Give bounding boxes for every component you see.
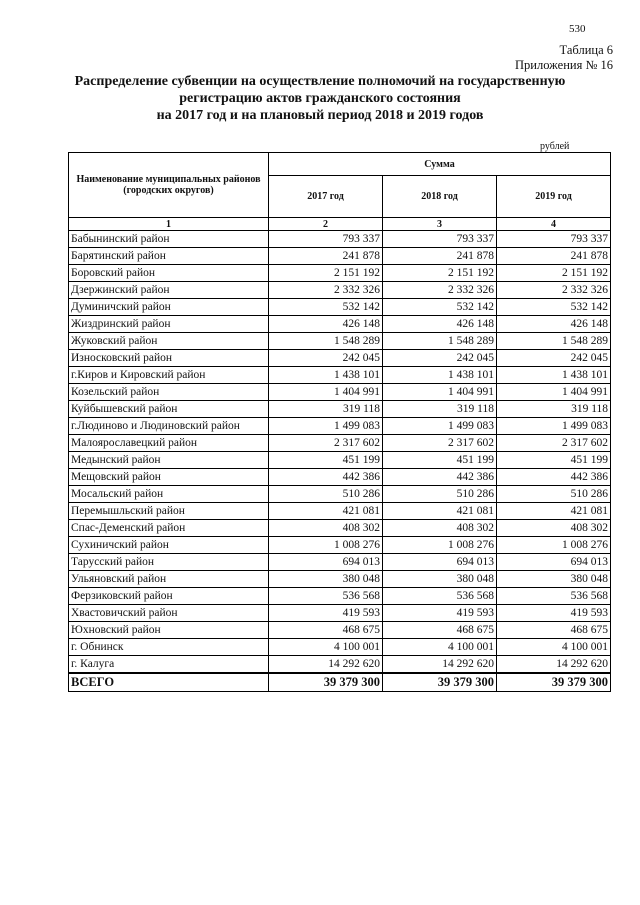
header-year-2018: 2018 год bbox=[383, 176, 497, 218]
district-name: Бабынинский район bbox=[69, 231, 269, 248]
district-name: Медынский район bbox=[69, 452, 269, 469]
column-number: 1 bbox=[69, 218, 269, 231]
value-2019: 536 568 bbox=[497, 588, 611, 605]
header-name: Наименование муниципальных районов (городских округов) bbox=[69, 153, 269, 218]
table-row bbox=[69, 588, 611, 605]
value-2017: 468 675 bbox=[269, 622, 383, 639]
table-row bbox=[69, 265, 611, 282]
value-2019: 419 593 bbox=[497, 605, 611, 622]
table-row bbox=[69, 486, 611, 503]
table-row bbox=[69, 316, 611, 333]
value-2018: 319 118 bbox=[383, 401, 497, 418]
total-row bbox=[69, 673, 611, 692]
table-row bbox=[69, 537, 611, 554]
district-name: Мещовский район bbox=[69, 469, 269, 486]
value-2017: 408 302 bbox=[269, 520, 383, 537]
column-number-row bbox=[69, 218, 611, 231]
value-2019: 793 337 bbox=[497, 231, 611, 248]
table-label: Таблица 6 bbox=[559, 43, 613, 57]
value-2019: 241 878 bbox=[497, 248, 611, 265]
value-2018: 2 151 192 bbox=[383, 265, 497, 282]
value-2018: 1 404 991 bbox=[383, 384, 497, 401]
value-2017: 421 081 bbox=[269, 503, 383, 520]
value-2017: 319 118 bbox=[269, 401, 383, 418]
table-row bbox=[69, 639, 611, 656]
value-2018: 419 593 bbox=[383, 605, 497, 622]
column-number: 3 bbox=[383, 218, 497, 231]
district-name: г. Калуга bbox=[69, 656, 269, 674]
appendix-reference bbox=[493, 43, 613, 73]
value-2019: 380 048 bbox=[497, 571, 611, 588]
table-row bbox=[69, 605, 611, 622]
total-label: ВСЕГО bbox=[69, 673, 269, 692]
district-name: Перемышльский район bbox=[69, 503, 269, 520]
value-2019: 2 317 602 bbox=[497, 435, 611, 452]
appendix-label: Приложения № 16 bbox=[515, 58, 613, 72]
table-row bbox=[69, 656, 611, 674]
value-2019: 451 199 bbox=[497, 452, 611, 469]
header-sum: Сумма bbox=[269, 153, 611, 176]
district-name: Ульяновский район bbox=[69, 571, 269, 588]
district-name: Тарусский район bbox=[69, 554, 269, 571]
value-2017: 1 548 289 bbox=[269, 333, 383, 350]
table-row bbox=[69, 622, 611, 639]
column-number: 2 bbox=[269, 218, 383, 231]
value-2017: 426 148 bbox=[269, 316, 383, 333]
value-2018: 2 317 602 bbox=[383, 435, 497, 452]
table-row bbox=[69, 452, 611, 469]
district-name: Жиздринский район bbox=[69, 316, 269, 333]
page-number: 530 bbox=[569, 23, 586, 35]
table-row bbox=[69, 384, 611, 401]
value-2018: 426 148 bbox=[383, 316, 497, 333]
district-name: г. Обнинск bbox=[69, 639, 269, 656]
table-row bbox=[69, 435, 611, 452]
value-2018: 242 045 bbox=[383, 350, 497, 367]
district-name: Думиничский район bbox=[69, 299, 269, 316]
value-2017: 242 045 bbox=[269, 350, 383, 367]
total-2019: 39 379 300 bbox=[497, 673, 611, 692]
district-name: Малоярославецкий район bbox=[69, 435, 269, 452]
district-name: Дзержинский район bbox=[69, 282, 269, 299]
header-year-2019: 2019 год bbox=[497, 176, 611, 218]
value-2019: 442 386 bbox=[497, 469, 611, 486]
value-2017: 1 404 991 bbox=[269, 384, 383, 401]
value-2019: 1 499 083 bbox=[497, 418, 611, 435]
table-row bbox=[69, 367, 611, 384]
total-2018: 39 379 300 bbox=[383, 673, 497, 692]
value-2018: 1 008 276 bbox=[383, 537, 497, 554]
table-row bbox=[69, 231, 611, 248]
district-name: Боровский район bbox=[69, 265, 269, 282]
value-2019: 421 081 bbox=[497, 503, 611, 520]
table-row bbox=[69, 469, 611, 486]
title-line-2: регистрацию актов гражданского состояния bbox=[179, 91, 461, 106]
table-row bbox=[69, 299, 611, 316]
value-2017: 532 142 bbox=[269, 299, 383, 316]
value-2018: 442 386 bbox=[383, 469, 497, 486]
value-2018: 14 292 620 bbox=[383, 656, 497, 674]
district-name: Барятинский район bbox=[69, 248, 269, 265]
units-label: рублей bbox=[540, 141, 570, 152]
value-2018: 532 142 bbox=[383, 299, 497, 316]
district-name: Юхновский район bbox=[69, 622, 269, 639]
value-2017: 380 048 bbox=[269, 571, 383, 588]
district-name: Жуковский район bbox=[69, 333, 269, 350]
district-name: Сухиничский район bbox=[69, 537, 269, 554]
value-2018: 1 548 289 bbox=[383, 333, 497, 350]
table-row bbox=[69, 282, 611, 299]
value-2017: 4 100 001 bbox=[269, 639, 383, 656]
value-2017: 2 151 192 bbox=[269, 265, 383, 282]
table-row bbox=[69, 333, 611, 350]
value-2018: 468 675 bbox=[383, 622, 497, 639]
value-2017: 694 013 bbox=[269, 554, 383, 571]
total-2017: 39 379 300 bbox=[269, 673, 383, 692]
district-name: г.Людиново и Людиновский район bbox=[69, 418, 269, 435]
value-2018: 793 337 bbox=[383, 231, 497, 248]
table-row bbox=[69, 520, 611, 537]
value-2019: 1 008 276 bbox=[497, 537, 611, 554]
value-2018: 408 302 bbox=[383, 520, 497, 537]
value-2018: 4 100 001 bbox=[383, 639, 497, 656]
value-2018: 694 013 bbox=[383, 554, 497, 571]
value-2017: 2 317 602 bbox=[269, 435, 383, 452]
title-line-3: на 2017 год и на плановый период 2018 и 2019 годов bbox=[156, 108, 484, 123]
value-2017: 1 438 101 bbox=[269, 367, 383, 384]
table-row bbox=[69, 554, 611, 571]
header-row bbox=[69, 153, 611, 176]
district-name: Мосальский район bbox=[69, 486, 269, 503]
value-2019: 408 302 bbox=[497, 520, 611, 537]
subvention-table bbox=[68, 152, 611, 692]
table-row bbox=[69, 401, 611, 418]
district-name: Спас-Деменский район bbox=[69, 520, 269, 537]
value-2018: 2 332 326 bbox=[383, 282, 497, 299]
value-2017: 1 008 276 bbox=[269, 537, 383, 554]
value-2018: 1 499 083 bbox=[383, 418, 497, 435]
value-2017: 14 292 620 bbox=[269, 656, 383, 674]
value-2018: 536 568 bbox=[383, 588, 497, 605]
value-2019: 532 142 bbox=[497, 299, 611, 316]
district-name: Хвастовичский район bbox=[69, 605, 269, 622]
value-2017: 241 878 bbox=[269, 248, 383, 265]
value-2017: 451 199 bbox=[269, 452, 383, 469]
district-name: Куйбышевский район bbox=[69, 401, 269, 418]
value-2017: 419 593 bbox=[269, 605, 383, 622]
value-2019: 4 100 001 bbox=[497, 639, 611, 656]
value-2017: 793 337 bbox=[269, 231, 383, 248]
value-2017: 442 386 bbox=[269, 469, 383, 486]
column-number: 4 bbox=[497, 218, 611, 231]
district-name: Износковский район bbox=[69, 350, 269, 367]
value-2019: 14 292 620 bbox=[497, 656, 611, 674]
value-2018: 510 286 bbox=[383, 486, 497, 503]
document-title bbox=[30, 73, 610, 124]
value-2017: 1 499 083 bbox=[269, 418, 383, 435]
table-row bbox=[69, 503, 611, 520]
value-2019: 242 045 bbox=[497, 350, 611, 367]
value-2019: 468 675 bbox=[497, 622, 611, 639]
district-name: Ферзиковский район bbox=[69, 588, 269, 605]
table-row bbox=[69, 571, 611, 588]
value-2019: 2 332 326 bbox=[497, 282, 611, 299]
table-row bbox=[69, 418, 611, 435]
value-2017: 2 332 326 bbox=[269, 282, 383, 299]
value-2019: 1 404 991 bbox=[497, 384, 611, 401]
title-line-1: Распределение субвенции на осуществление полномочий на государственную bbox=[74, 74, 566, 89]
value-2019: 2 151 192 bbox=[497, 265, 611, 282]
value-2018: 421 081 bbox=[383, 503, 497, 520]
table-row bbox=[69, 248, 611, 265]
value-2017: 510 286 bbox=[269, 486, 383, 503]
value-2019: 1 548 289 bbox=[497, 333, 611, 350]
value-2018: 451 199 bbox=[383, 452, 497, 469]
table-row bbox=[69, 350, 611, 367]
value-2019: 319 118 bbox=[497, 401, 611, 418]
value-2019: 510 286 bbox=[497, 486, 611, 503]
district-name: г.Киров и Кировский район bbox=[69, 367, 269, 384]
value-2019: 426 148 bbox=[497, 316, 611, 333]
value-2018: 1 438 101 bbox=[383, 367, 497, 384]
value-2018: 241 878 bbox=[383, 248, 497, 265]
header-year-2017: 2017 год bbox=[269, 176, 383, 218]
value-2019: 1 438 101 bbox=[497, 367, 611, 384]
value-2019: 694 013 bbox=[497, 554, 611, 571]
value-2017: 536 568 bbox=[269, 588, 383, 605]
district-name: Козельский район bbox=[69, 384, 269, 401]
value-2018: 380 048 bbox=[383, 571, 497, 588]
